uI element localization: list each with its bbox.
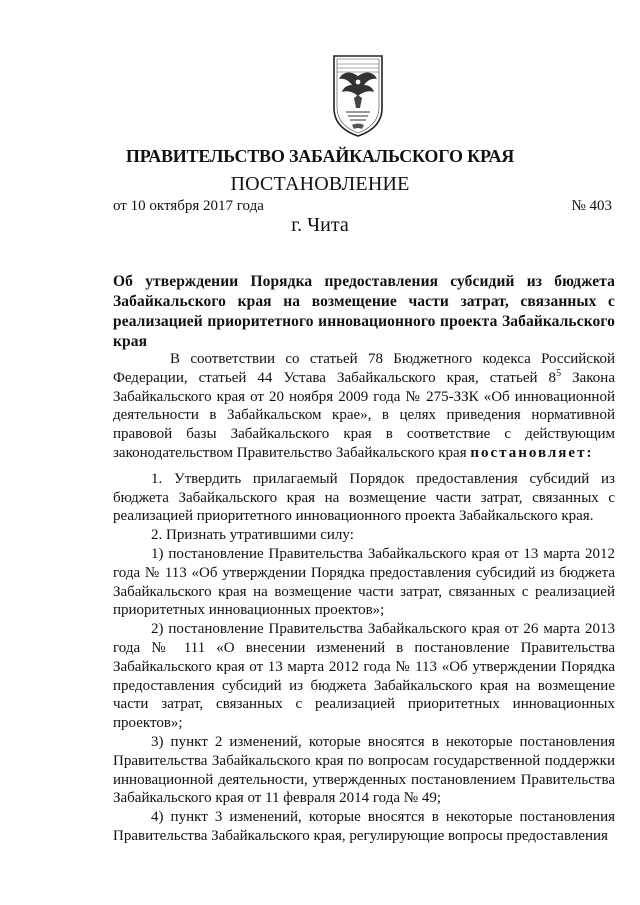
list-item: 2) постановление Правительства Забайкальского края от 26 марта 2013 года № 111 «О внесении изменений в постановление Правительства Забайкальского края от 13 марта 2012 года № 113 «Об утверждении Порядка предоставления субсидий из бюджета Забайкальского края на возмещение части затрат, связанных с реализацией приоритетных инновационных проектов»; <box>113 621 615 732</box>
preamble-text-1: В соответствии со статьей 78 Бюджетного кодекса Российской Федерации, статьей 44 Устава Забайкальского края, статьей 8 <box>113 351 615 386</box>
document-number: № 403 <box>571 198 612 214</box>
government-name: ПРАВИТЕЛЬСТВО ЗАБАЙКАЛЬСКОГО КРАЯ <box>125 146 515 166</box>
city-name: г. Чита <box>291 214 349 236</box>
preamble-paragraph <box>113 350 615 463</box>
document-date: от 10 октября 2017 года <box>113 198 264 214</box>
list-item: 2. Признать утратившими силу: <box>151 527 354 544</box>
document-body <box>113 350 615 846</box>
document-type: ПОСТАНОВЛЕНИЕ <box>230 173 410 195</box>
list-item: 1. Утвердить прилагаемый Порядок предоставления субсидий из бюджета Забайкальского края на возмещение части затрат, связанных с реализацией приоритетного инновационного проекта Забайкальского края. <box>113 470 615 525</box>
resolves-word: постановляет: <box>470 444 594 461</box>
coat-of-arms-emblem <box>330 52 386 138</box>
preamble-superscript: 5 <box>556 367 562 379</box>
list-item: 1) постановление Правительства Забайкальского края от 13 марта 2012 года № 113 «Об утверждении Порядка предоставления субсидий из бюджета Забайкальского края на возмещение части затрат, связанных с реализацией приоритетных инновационных проектов»; <box>113 545 615 619</box>
document-title: Об утверждении Порядка предоставления субсидий из бюджета Забайкальского края на возмещение части затрат, связанных с реализацией приоритетного инновационного проекта Забайкальского края <box>113 273 615 350</box>
list-item: 3) пункт 2 изменений, которые вносятся в некоторые постановления Правительства Забайкальского края по вопросам государственной поддержки инновационной деятельности, утвержденных постановлением Правительства Забайкальского края от 11 февраля 2014 года № 49; <box>113 733 615 807</box>
preamble-text-2: Закона Забайкальского края от 20 ноября 2009 года № 275-ЗЗК «Об инновационной деятельности в Забайкальском крае», в целях приведения нормативной правовой базы Забайкальского края в соответствие с действующим законодательством Правительство Забайкальского края <box>113 369 615 461</box>
list-item: 4) пункт 3 изменений, которые вносятся в некоторые постановления Правительства Забайкальского края, регулирующие вопросы предоставления <box>113 809 615 844</box>
